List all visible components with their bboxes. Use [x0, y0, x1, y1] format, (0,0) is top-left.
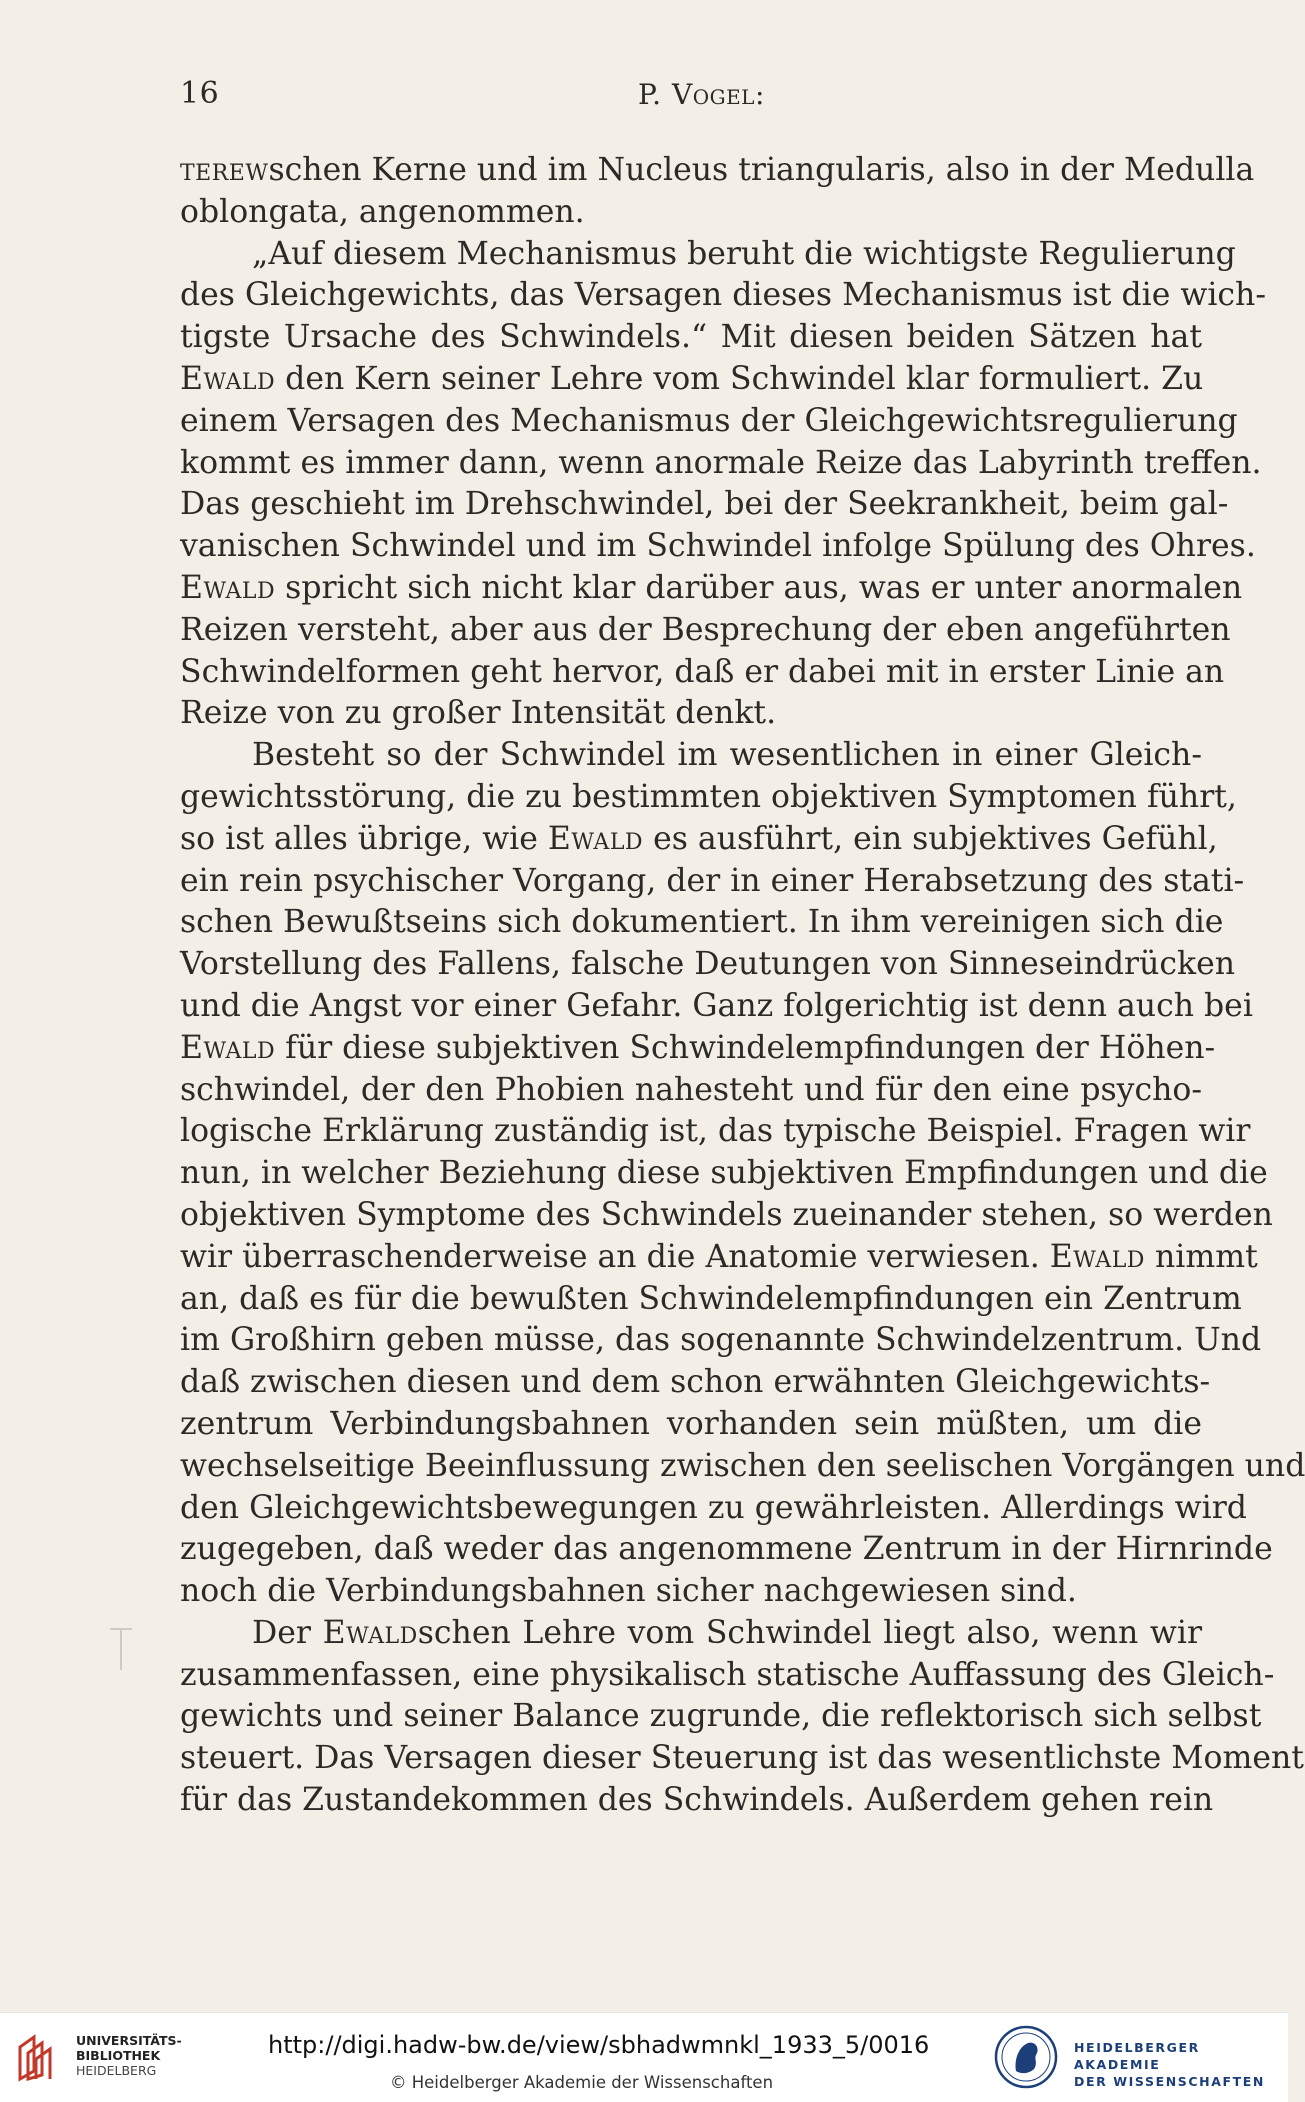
text-line: steuert. Das Versagen dieser Steuerung ist das wesentlichste Moment — [180, 1740, 1304, 1777]
university-library-name: UNIVERSITÄTS- BIBLIOTHEK HEIDELBERG — [76, 2033, 182, 2078]
text-line: daß zwischen diesen und dem schon erwähnten Gleichgewichts- — [180, 1364, 1211, 1401]
text-line: schen Bewußtseins sich dokumentiert. In ihm vereinigen sich die — [180, 904, 1224, 941]
text-line: zugegeben, daß weder das angenommene Zentrum in der Hirnrinde — [180, 1531, 1273, 1568]
text-line: Reize von zu großer Intensität denkt. — [180, 695, 777, 732]
text-line: objektiven Symptome des Schwindels zueinander stehen, so werden — [180, 1196, 1273, 1233]
text-line: einem Versagen des Mechanismus der Gleichgewichtsregulierung — [180, 402, 1238, 439]
text-line: tigste Ursache des Schwindels.“ Mit diesen beiden Sätzen hat — [180, 319, 1202, 356]
text-line: wechselseitige Beeinflussung zwischen den seelischen Vorgängen und — [180, 1447, 1305, 1484]
text-line: des Gleichgewichts, das Versagen dieses Mechanismus ist die wich- — [180, 277, 1266, 314]
source-url-link[interactable]: http://digi.hadw-bw.de/view/sbhadwmnkl_1933_5/0016 — [268, 2031, 930, 2059]
text-line: so ist alles übrige, wie Ewald es ausführt, ein subjektives Gefühl, — [180, 820, 1218, 857]
text-line: logische Erklärung zuständig ist, das typische Beispiel. Fragen wir — [180, 1113, 1251, 1150]
text-line: Ewald spricht sich nicht klar darüber aus, was er unter anormalen — [180, 569, 1243, 606]
text-line: Ewald den Kern seiner Lehre vom Schwindel klar formuliert. Zu — [180, 360, 1204, 397]
text-line: Vorstellung des Fallens, falsche Deutungen von Sinneseindrücken — [180, 946, 1236, 983]
text-line: an, daß es für die bewußten Schwindelempfindungen ein Zentrum — [180, 1280, 1242, 1317]
text-line: Besteht so der Schwindel im wesentlichen in einer Gleich- — [252, 737, 1202, 774]
text-line: nun, in welcher Beziehung diese subjektiven Empfindungen und die — [180, 1155, 1268, 1192]
text-line: vanischen Schwindel und im Schwindel infolge Spülung des Ohres. — [180, 528, 1256, 565]
text-line: noch die Verbindungsbahnen sicher nachgewiesen sind. — [180, 1573, 1077, 1610]
text-line: terewschen Kerne und im Nucleus triangularis, also in der Medulla — [180, 152, 1255, 188]
text-line: Der Ewaldschen Lehre vom Schwindel liegt also, wenn wir — [252, 1614, 1202, 1651]
text-line: Reizen versteht, aber aus der Besprechung der eben angeführten — [180, 611, 1231, 648]
text-line: und die Angst vor einer Gefahr. Ganz folgerichtig ist denn auch bei — [180, 987, 1253, 1024]
copyright-notice: © Heidelberger Akademie der Wissenschaften — [390, 2073, 774, 2092]
text-line: kommt es immer dann, wenn anormale Reize das Labyrinth treffen. — [180, 444, 1262, 481]
text-line: den Gleichgewichtsbewegungen zu gewährleisten. Allerdings wird — [180, 1489, 1247, 1526]
text-line: Schwindelformen geht hervor, daß er dabei mit in erster Linie an — [180, 653, 1225, 690]
text-line: zusammenfassen, eine physikalisch statische Auffassung des Gleich- — [180, 1656, 1275, 1693]
text-line: wir überraschenderweise an die Anatomie verwiesen. Ewald nimmt — [180, 1238, 1258, 1275]
text-line: schwindel, der den Phobien nahesteht und für den eine psycho- — [180, 1071, 1202, 1108]
text-line: gewichts und seiner Balance zugrunde, die reflektorisch sich selbst — [180, 1698, 1262, 1735]
text-line: Ewald für diese subjektiven Schwindelempfindungen der Höhen- — [180, 1029, 1216, 1066]
text-line: für das Zustandekommen des Schwindels. Außerdem gehen rein — [180, 1782, 1214, 1819]
university-library-logo-icon — [14, 2031, 60, 2083]
page-number: 16 — [180, 76, 220, 111]
text-line: im Großhirn geben müsse, das sogenannte Schwindelzentrum. Und — [180, 1322, 1262, 1359]
text-line: gewichtsstörung, die zu bestimmten objektiven Symptomen führt, — [180, 778, 1237, 815]
academy-name: HEIDELBERGER AKADEMIE DER WISSENSCHAFTEN — [1074, 2040, 1265, 2089]
body-text — [180, 150, 1305, 1822]
academy-seal-icon — [994, 2025, 1058, 2089]
text-line: ein rein psychischer Vorgang, der in einer Herabsetzung des stati- — [180, 862, 1245, 899]
text-line: zentrum Verbindungsbahnen vorhanden sein müßten, um die — [180, 1405, 1202, 1442]
text-line: oblongata, angenommen. — [180, 193, 585, 230]
text-line: Das geschieht im Drehschwindel, bei der Seekrankheit, beim gal- — [180, 486, 1229, 523]
text-line: „Auf diesem Mechanismus beruht die wichtigste Regulierung — [252, 235, 1236, 272]
margin-mark — [120, 1628, 122, 1670]
footer-bar — [0, 2012, 1288, 2102]
running-head: P. Vogel: — [638, 78, 765, 111]
